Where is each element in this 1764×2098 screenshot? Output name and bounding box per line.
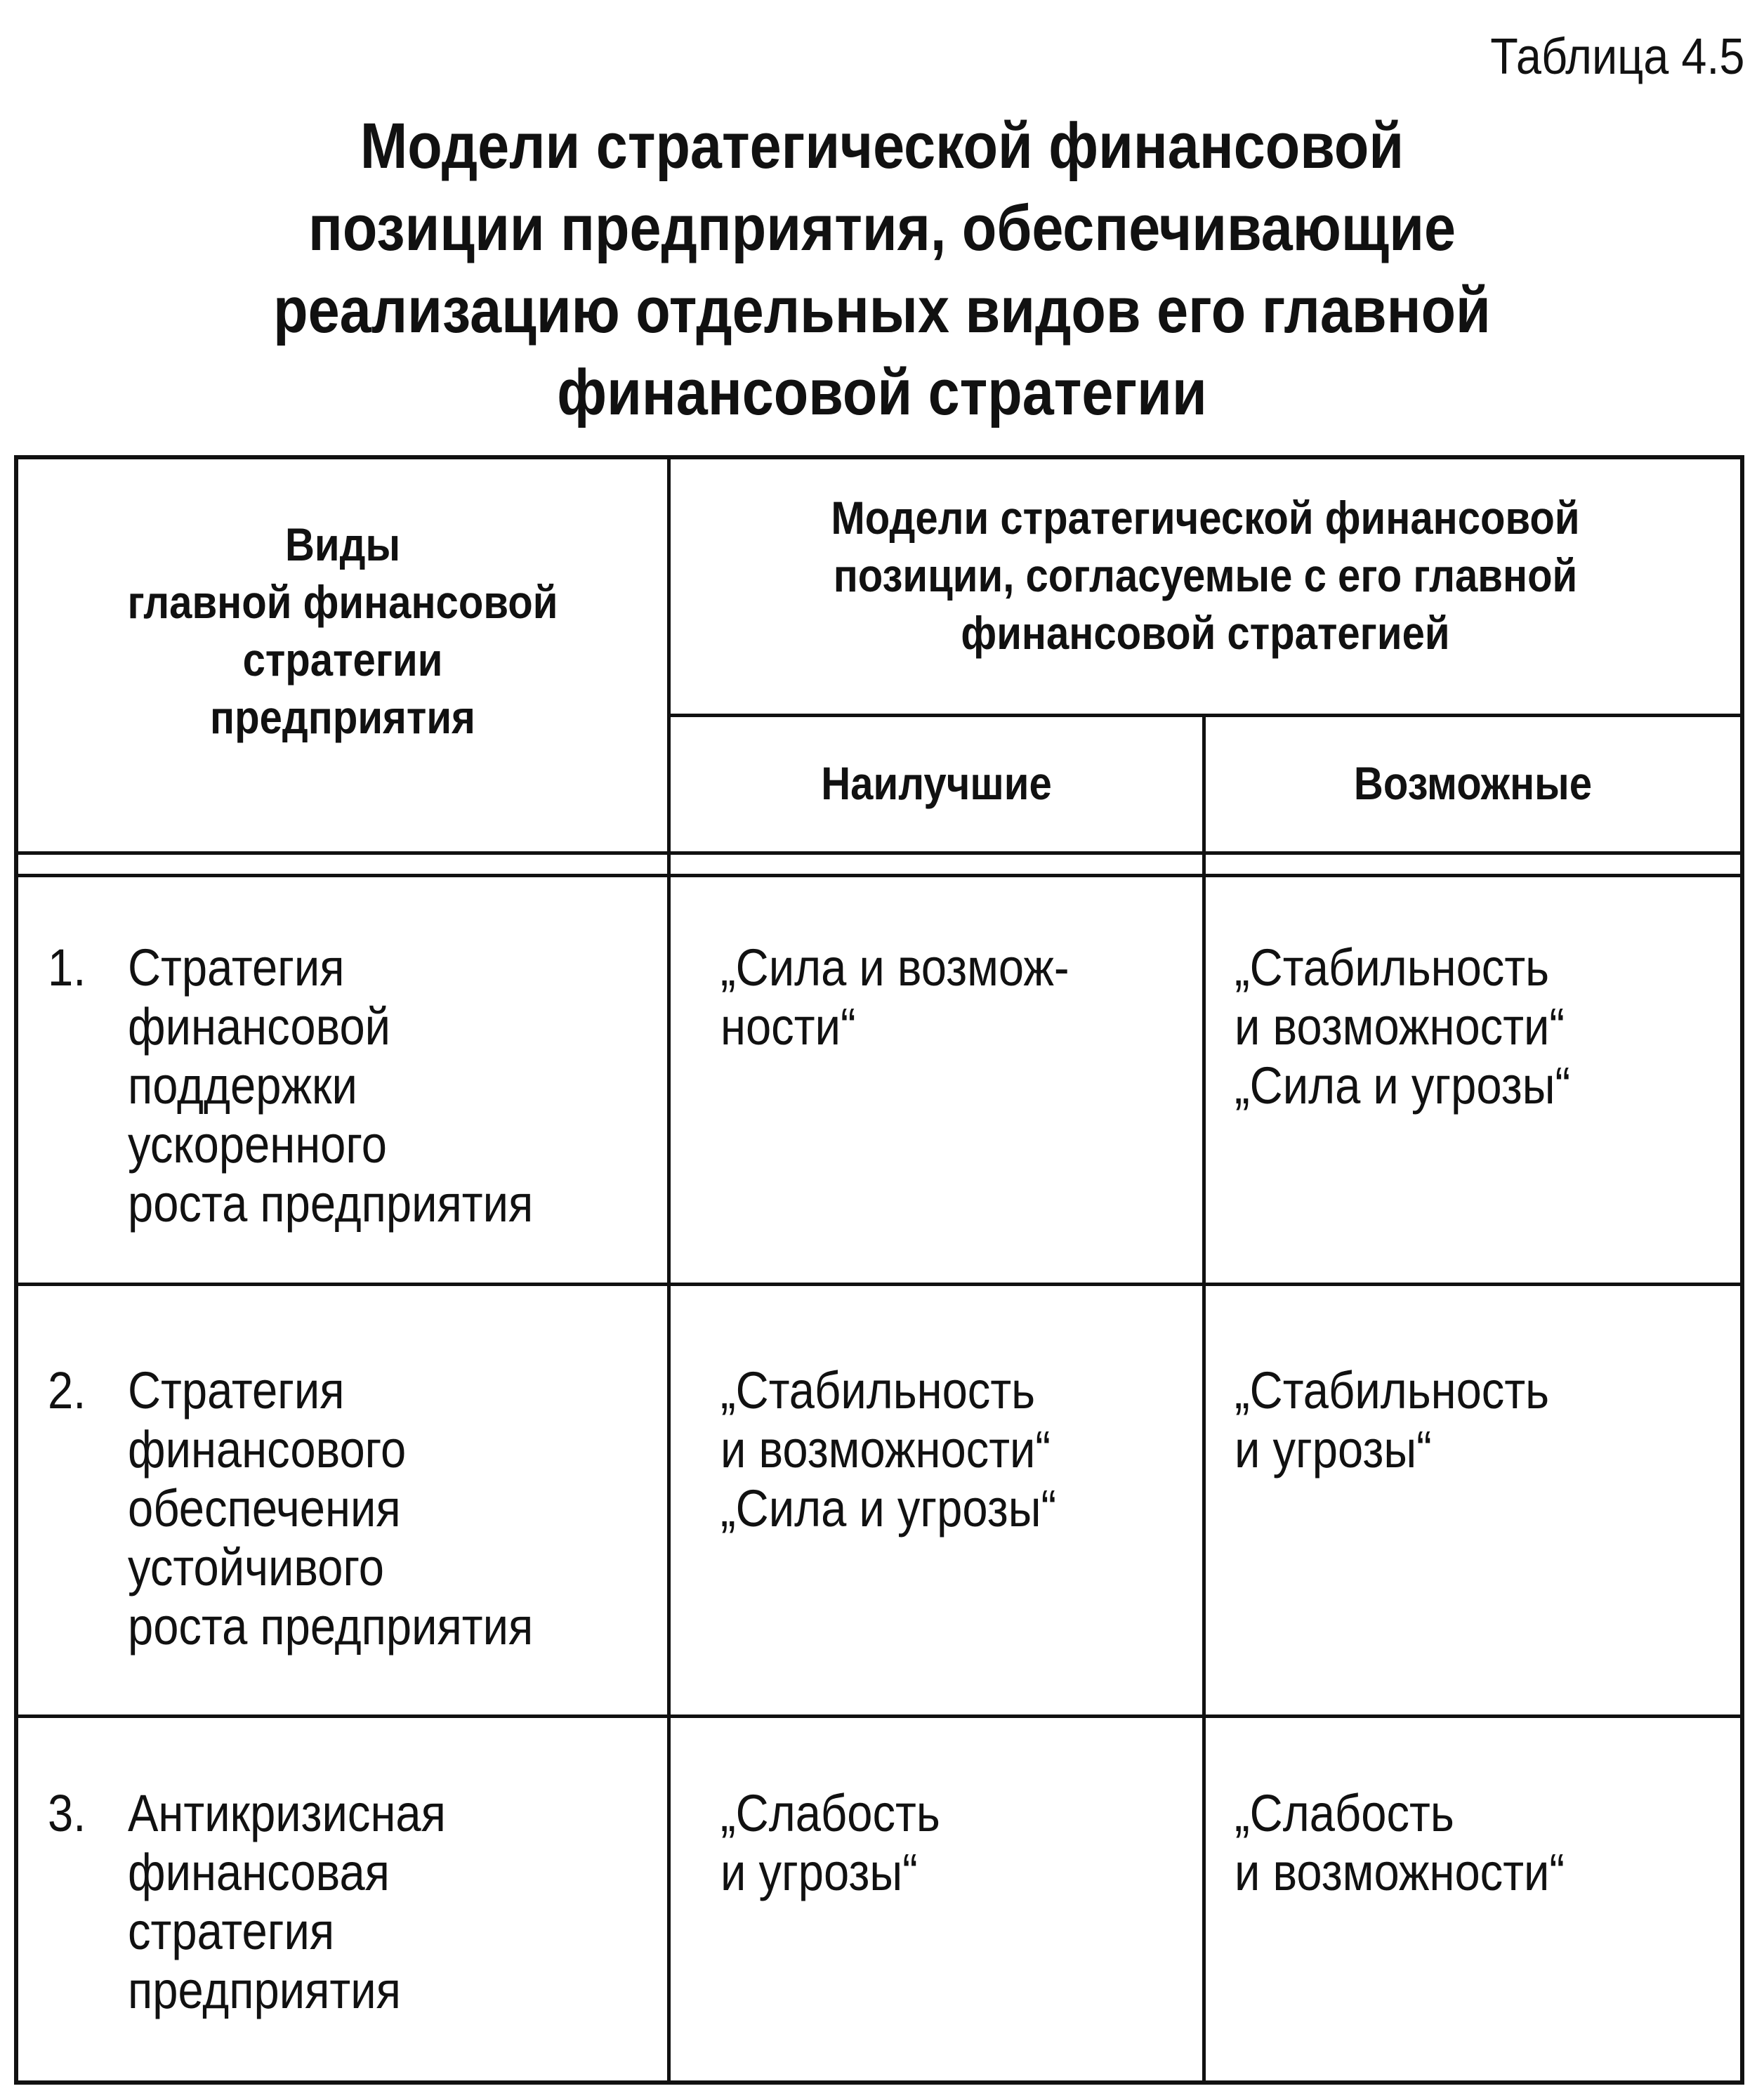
- cell-line: финансового: [128, 1420, 407, 1479]
- table-number: Таблица 4.5: [1489, 29, 1744, 85]
- header-line: стратегии: [242, 634, 443, 686]
- header-divider: [18, 874, 1740, 877]
- cell-line: „Слабость: [720, 1784, 940, 1842]
- row-number: 1.: [48, 938, 86, 997]
- header-models-group: [735, 489, 1676, 662]
- cell-line: и угрозы“: [1235, 1420, 1432, 1479]
- row-divider: [667, 714, 1744, 717]
- best-cell: [720, 1361, 1056, 1538]
- header-divider: [18, 851, 1740, 855]
- header-line: Виды: [284, 518, 401, 570]
- cell-line: „Стабильность: [1235, 938, 1550, 997]
- cell-line: „Стабильность: [1235, 1361, 1550, 1420]
- column-divider: [667, 459, 671, 2080]
- cell-line: и возможности“: [1235, 1843, 1565, 1901]
- strategy-cell: [128, 1361, 533, 1656]
- cell-line: и возможности“: [1235, 997, 1565, 1056]
- cell-line: финансовая: [128, 1843, 390, 1901]
- best-cell: [720, 938, 1069, 1056]
- cell-line: финансовой: [128, 997, 391, 1056]
- cell-line: ности“: [720, 997, 856, 1056]
- header-possible: Возможные: [1353, 757, 1593, 809]
- strategy-table: [14, 455, 1744, 2085]
- column-divider: [1202, 714, 1206, 2080]
- possible-cell: [1235, 1361, 1549, 1479]
- page-title: [106, 105, 1659, 434]
- cell-line: „Слабость: [1235, 1784, 1454, 1842]
- title-line: финансовой стратегии: [557, 357, 1207, 428]
- cell-line: поддержки: [128, 1056, 357, 1115]
- cell-line: „Стабильность: [720, 1361, 1036, 1420]
- title-line: Модели стратегической финансовой: [360, 110, 1404, 182]
- cell-line: „Сила и возмож-: [720, 938, 1069, 997]
- cell-line: и возможности“: [720, 1420, 1051, 1479]
- possible-cell: [1235, 938, 1570, 1115]
- best-cell: [720, 1784, 940, 1902]
- header-line: главной финансовой: [127, 576, 558, 628]
- possible-cell: [1235, 1784, 1565, 1902]
- strategy-cell: [128, 1784, 446, 2020]
- cell-line: предприятия: [128, 1961, 401, 2019]
- cell-line: обеспечения: [128, 1479, 401, 1538]
- title-line: реализацию отдельных видов его главной: [273, 275, 1491, 346]
- header-strategy-types: [57, 516, 628, 746]
- cell-line: стратегия: [128, 1902, 335, 1960]
- cell-line: роста предприятия: [128, 1174, 534, 1233]
- cell-line: Антикризисная: [128, 1784, 446, 1842]
- row-divider: [18, 1283, 1740, 1286]
- cell-line: „Сила и угрозы“: [1235, 1056, 1571, 1115]
- cell-line: „Сила и угрозы“: [720, 1479, 1057, 1538]
- row-divider: [18, 1715, 1740, 1718]
- cell-line: роста предприятия: [128, 1597, 534, 1656]
- row-number: 3.: [48, 1784, 86, 1842]
- strategy-cell: [128, 938, 533, 1233]
- row-number: 2.: [48, 1361, 86, 1420]
- cell-line: Стратегия: [128, 938, 345, 997]
- header-line: финансовой стратегией: [961, 607, 1450, 659]
- header-line: предприятия: [210, 691, 475, 743]
- header-line: Модели стратегической финансовой: [831, 492, 1580, 544]
- cell-line: устойчивого: [128, 1538, 385, 1597]
- header-line: позиции, согласуемые с его главной: [833, 549, 1578, 601]
- cell-line: Стратегия: [128, 1361, 345, 1420]
- cell-line: и угрозы“: [720, 1843, 918, 1901]
- header-best: Наилучшие: [821, 757, 1052, 809]
- title-line: позиции предприятия, обеспечивающие: [308, 192, 1456, 264]
- cell-line: ускоренного: [128, 1115, 387, 1174]
